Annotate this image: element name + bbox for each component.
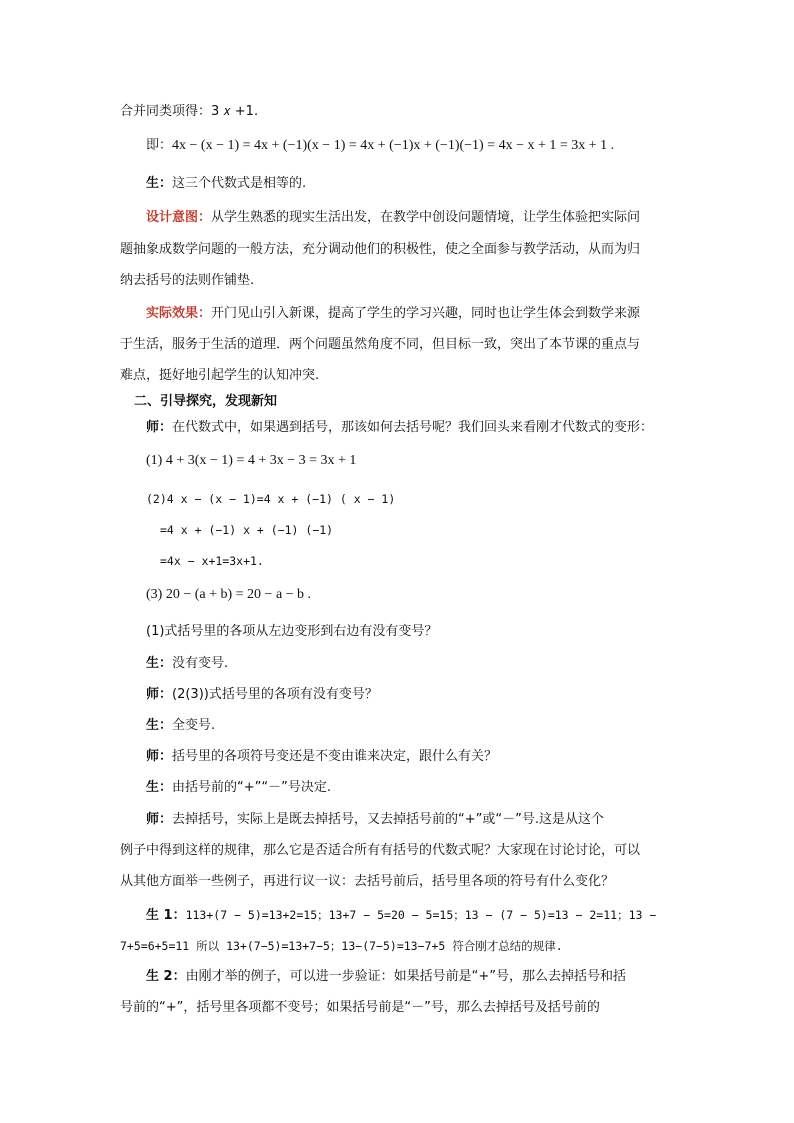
line-text: 7+5=6+5=11 所以 13+(7−5)=13+7−5；13−(7−5)=13−7+5 符合刚才总结的规律. (120, 939, 563, 953)
speaker-label: 师： (146, 420, 173, 435)
speaker-label: 生： (146, 718, 173, 733)
section-label: 实际效果： (146, 306, 212, 321)
dialogue-line (146, 418, 653, 438)
dialogue-line (146, 747, 497, 767)
text-line (120, 335, 640, 355)
dialogue-line (146, 810, 604, 830)
speaker-label: 师： (146, 749, 173, 764)
dialogue-line (146, 967, 626, 987)
dialogue-line (146, 716, 215, 736)
line-text: 由括号前的“+”“－”号决定. (172, 780, 331, 795)
speaker-label: 生： (146, 656, 173, 671)
line-text: 全变号. (172, 718, 216, 733)
speaker-label: 师： (146, 687, 173, 702)
heading-text: 二、引导探究，发现新知 (134, 394, 278, 409)
equation-text: (3) 20 − (a + b) = 20 − a − b . (146, 587, 312, 602)
line-text: 于生活，服务于生活的道理．两个问题虽然角度不同，但目标一致，突出了本节课的重点与 (120, 337, 641, 352)
line-text: 难点，挺好地引起学生的认知冲突. (120, 368, 320, 383)
dialogue-line (146, 685, 378, 705)
equation-text: (1) 4 + 3(x − 1) = 4 + 3x − 3 = 3x + 1 (146, 453, 357, 468)
line-text: (1)式括号里的各项从左边变形到右边有没有变号？ (146, 624, 438, 639)
equation-text: =4x − x+1=3x+1. (160, 554, 264, 568)
line-text: 题抽象成数学问题的一般方法，充分调动他们的积极性，使之全面参与教学活动，从而为归 (120, 242, 641, 257)
line-text: 去掉括号，实际上是既去掉括号，又去掉括号前的“+”或“－”号.这是从这个 (172, 812, 604, 827)
line-text: 由刚才举的例子，可以进一步验证：如果括号前是“+”号，那么去掉括号和括 (185, 969, 626, 984)
speaker-label: 生： (146, 780, 173, 795)
equation-text: 4x − (x − 1) = 4x + (−1)(x − 1) = 4x + (−1)x + (−1)(−1) = 4x − x + 1 = 3x + 1 . (172, 138, 615, 153)
line-text: 开门见山引入新课，提高了学生的学习兴趣，同时也让学生体会到数学来源 (211, 306, 641, 321)
speaker-label: 生 2： (146, 969, 186, 984)
text-line (120, 240, 640, 260)
equation-line (146, 136, 614, 156)
line-text: 113+(7 − 5)=13+2=15；13+7 − 5=20 − 5=15；13 − (7 − 5)=13 − 2=11；13 − (185, 908, 657, 922)
line-text: 括号里的各项符号变还是不变由谁来决定，跟什么有关？ (172, 749, 498, 764)
text-line (120, 841, 640, 861)
equation-text: =4 x + (−1) x + (−1) (−1) (160, 523, 334, 537)
section-heading (134, 392, 277, 412)
equation-line (146, 451, 356, 471)
line-text: 合并同类项得：3 𝑥 +1. (120, 104, 259, 119)
line-prefix: 即： (146, 138, 173, 153)
text-line (120, 872, 614, 892)
dialogue-line (146, 174, 306, 194)
speaker-label: 生： (146, 176, 173, 191)
line-text: 例子中得到这样的规律，那么它是否适合所有有括号的代数式呢？大家现在讨论讨论，可以 (120, 843, 641, 858)
dialogue-line (146, 654, 228, 674)
equation-line (146, 489, 395, 509)
speaker-label: 师： (146, 812, 173, 827)
line-text: 在代数式中，如果遇到括号，那该如何去括号呢？我们回头来看刚才代数式的变形： (172, 420, 654, 435)
line-text: 纳去括号的法则作铺垫. (120, 273, 255, 288)
equation-line (146, 585, 311, 605)
line-text: 没有变号. (172, 656, 229, 671)
text-line (120, 936, 563, 957)
design-intent-line (146, 208, 640, 228)
line-text: 从学生熟悉的现实生活出发，在教学中创设问题情境，让学生体验把实际问 (211, 210, 641, 225)
text-line (120, 271, 254, 291)
line-text: 号前的“+”，括号里各项都不变号；如果括号前是“－”号，那么去掉括号及括号前的 (120, 1000, 600, 1015)
equation-line (160, 520, 333, 540)
dialogue-line (146, 905, 656, 926)
text-line (120, 366, 319, 386)
text-line (146, 622, 437, 642)
dialogue-line (146, 778, 331, 798)
speaker-label: 生 1： (146, 908, 186, 923)
line-text: 从其他方面举一些例子，再进行议一议：去括号前后，括号里各项的符号有什么变化？ (120, 874, 615, 889)
actual-effect-line (146, 304, 640, 324)
line-text: 这三个代数式是相等的. (172, 176, 307, 191)
text-line (120, 998, 600, 1018)
line-text: (2(3))式括号里的各项有没有变号？ (172, 687, 378, 702)
text-line (120, 102, 258, 122)
section-label: 设计意图： (146, 210, 212, 225)
equation-text: (2)4 x − (x − 1)=4 x + (−1) ( x − 1) (146, 492, 396, 506)
equation-line (160, 551, 264, 571)
